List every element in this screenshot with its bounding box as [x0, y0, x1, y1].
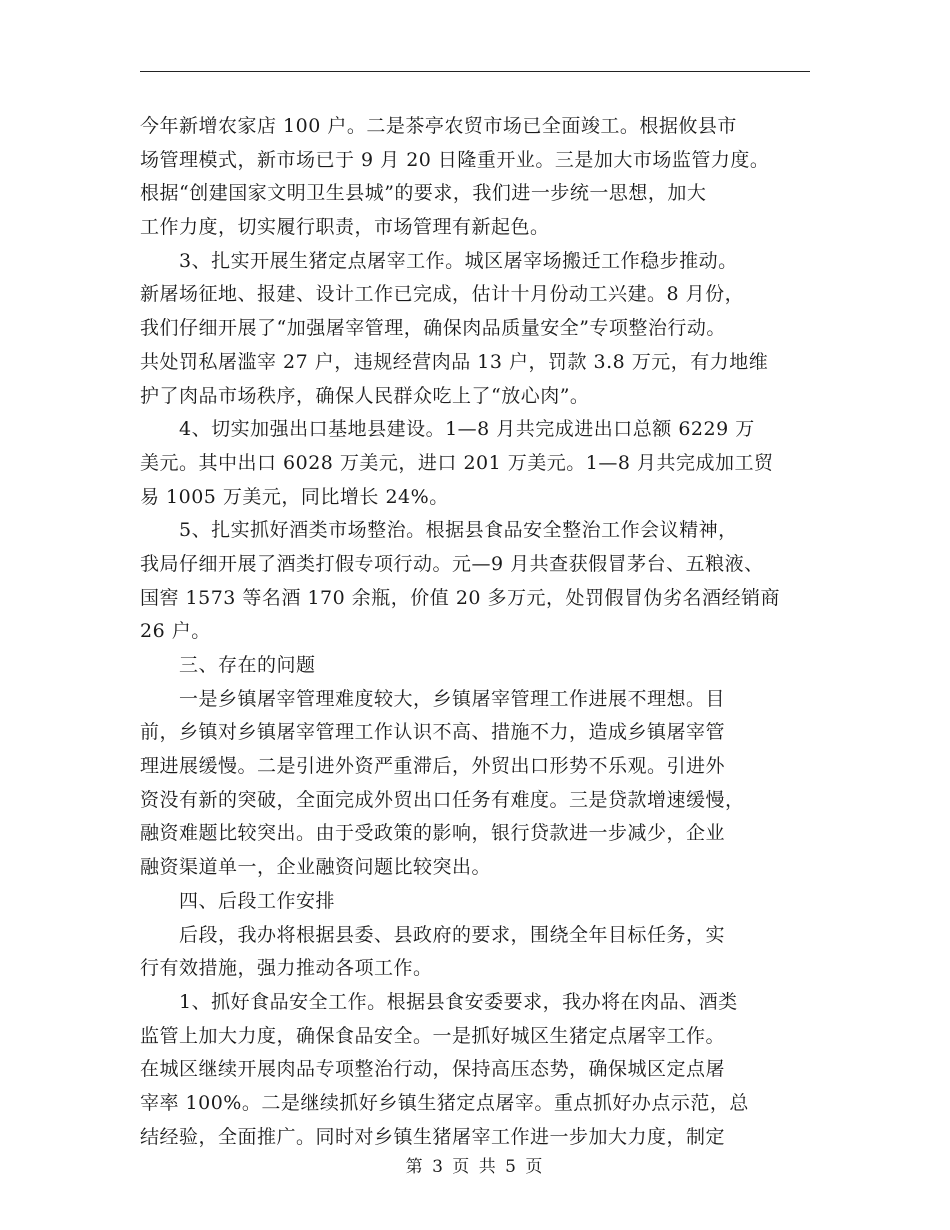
text-line: 场管理模式，新市场已于 9 月 20 日隆重开业。三是加大市场监管力度。: [140, 148, 770, 171]
text-line: 5、扎实抓好酒类市场整治。根据县食品安全整治工作会议精神，: [140, 519, 738, 542]
text-line: 融资渠道单一，企业融资问题比较突出。: [140, 856, 492, 879]
text-line: 易 1005 万美元，同比增长 24%。: [140, 485, 449, 508]
text-line: 我局仔细开展了酒类打假专项行动。元—9 月共查获假冒茅台、五粮液、: [140, 552, 764, 575]
text-line: 理进展缓慢。二是引进外资严重滞后，外贸出口形势不乐观。引进外: [140, 755, 726, 778]
text-line: 4、切实加强出口基地县建设。1—8 月共完成进出口总额 6229 万: [140, 418, 755, 441]
text-line: 结经验，全面推广。同时对乡镇生猪屠宰工作进一步加大力度，制定: [140, 1125, 726, 1148]
text-line: 根据“创建国家文明卫生县城”的要求，我们进一步统一思想，加大: [140, 182, 707, 205]
text-line: 融资难题比较突出。由于受政策的影响，银行贷款进一步减少，企业: [140, 822, 726, 845]
text-line: 新屠场征地、报建、设计工作已完成，估计十月份动工兴建。8 月份，: [140, 283, 745, 306]
text-line: 1、抓好食品安全工作。根据县食安委要求，我办将在肉品、酒类: [140, 990, 738, 1013]
text-line: 在城区继续开展肉品专项整治行动，保持高压态势，确保城区定点屠: [140, 1058, 726, 1081]
text-line: 今年新增农家店 100 户。二是茶亭农贸市场已全面竣工。根据攸县市: [140, 115, 737, 137]
text-line: 资没有新的突破，全面完成外贸出口任务有难度。三是贷款增速缓慢，: [140, 788, 745, 811]
text-line: 前，乡镇对乡镇屠宰管理工作认识不高、措施不力，造成乡镇屠宰管: [140, 721, 726, 744]
text-line: 共处罚私屠滥宰 27 户，违规经营肉品 13 户，罚款 3.8 万元，有力地维: [140, 350, 769, 373]
text-line: 行有效措施，强力推动各项工作。: [140, 957, 433, 980]
text-line: 护了肉品市场秩序，确保人民群众吃上了“放心肉”。: [140, 384, 590, 407]
text-line: 美元。其中出口 6028 万美元，进口 201 万美元。1—8 月共完成加工贸: [140, 451, 774, 474]
text-line: 监管上加大力度，确保食品安全。一是抓好城区生猪定点屠宰工作。: [140, 1024, 726, 1047]
text-line: 工作力度，切实履行职责，市场管理有新起色。: [140, 216, 550, 239]
page-number: 第 3 页 共 5 页: [405, 1157, 545, 1177]
text-line: 后段，我办将根据县委、县政府的要求，围绕全年目标任务，实: [140, 923, 726, 946]
text-line: 国窖 1573 等名酒 170 余瓶，价值 20 多万元，处罚假冒伪劣名酒经销商: [140, 586, 781, 609]
document-body: [140, 110, 820, 1154]
header-rule: [140, 71, 810, 72]
text-line: 26 户。: [140, 620, 211, 643]
section-heading: 三、存在的问题: [140, 654, 316, 676]
text-line: 3、扎实开展生猪定点屠宰工作。城区屠宰场搬迁工作稳步推动。: [140, 249, 738, 272]
section-heading: 四、后段工作安排: [140, 889, 336, 912]
text-line: 一是乡镇屠宰管理难度较大，乡镇屠宰管理工作进展不理想。目: [140, 687, 726, 710]
text-line: 宰率 100%。二是继续抓好乡镇生猪定点屠宰。重点抓好办点示范，总: [140, 1091, 749, 1114]
text-line: 我们仔细开展了“加强屠宰管理，确保肉品质量安全”专项整治行动。: [140, 317, 726, 340]
